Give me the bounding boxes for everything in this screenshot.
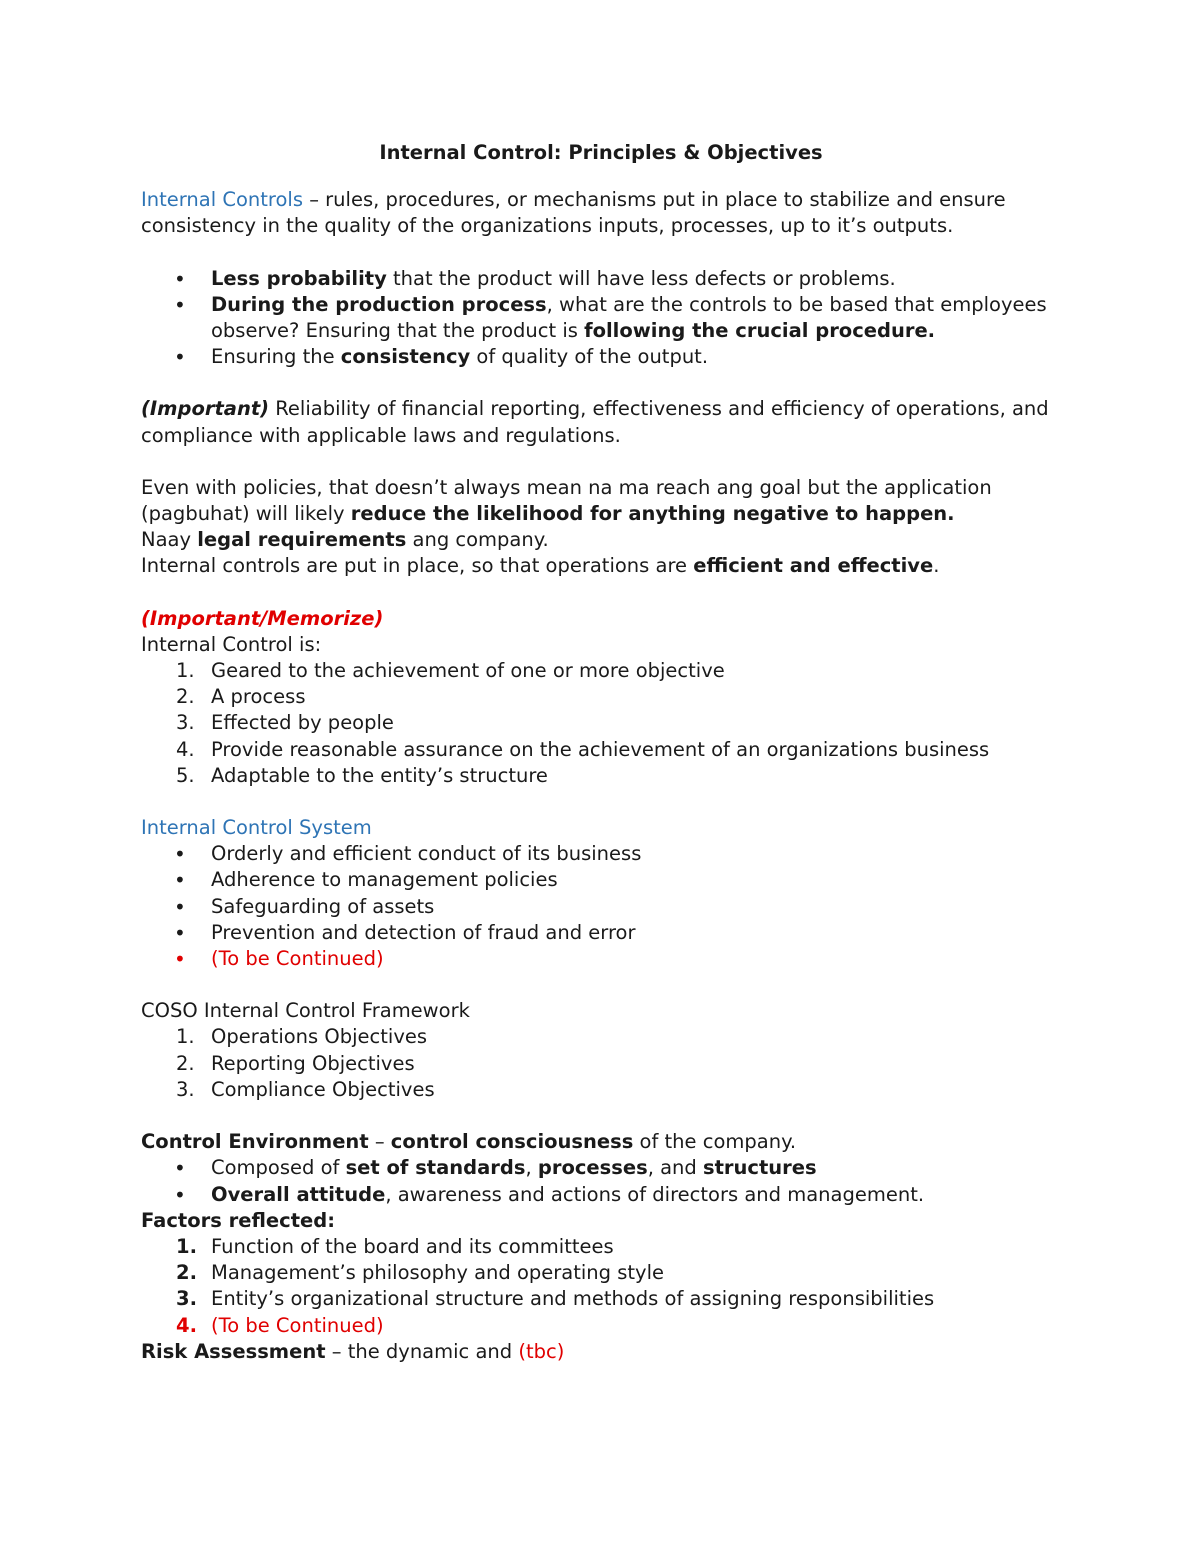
list-item: 5. Adaptable to the entity’s structure <box>176 763 548 787</box>
bullet-list-control-env <box>141 1155 1061 1207</box>
list-item: • Less probability that the product will have less defects or problems. <box>141 266 1061 292</box>
term-internal-controls: Internal Controls <box>141 188 303 212</box>
list-item: 2. A process <box>176 685 306 709</box>
risk-assessment-line: Risk Assessment – the dynamic and (tbc) <box>141 1339 565 1363</box>
important-tag: (Important) <box>141 397 270 421</box>
list-item: • Adherence to management policies <box>141 867 1061 893</box>
legal-requirements-line: Naay legal requirements ang company. <box>141 528 549 552</box>
important-paragraph: (Important) Reliability of financial reporting, effectiveness and efficiency of operations, and compliance with applicable laws and regulations. <box>141 397 1049 447</box>
numbered-list-coso <box>141 1024 1061 1103</box>
list-item: 1. Function of the board and its committees <box>176 1234 614 1258</box>
list-item: 2. Reporting Objectives <box>176 1051 415 1075</box>
list-item: • Composed of set of standards, processes, and structures <box>141 1155 1061 1181</box>
coso-heading: COSO Internal Control Framework <box>141 999 470 1023</box>
internal-control-is-heading: Internal Control is: <box>141 632 322 656</box>
intro-definition: – rules, procedures, or mechanisms put in place to stabilize and ensure consistency in the quality of the organizations inputs, processes, up to it’s outputs. <box>141 188 1006 238</box>
list-item: • Orderly and efficient conduct of its business <box>141 841 1061 867</box>
numbered-list-internal-control <box>141 658 1061 789</box>
bullet-list-controls <box>141 266 1061 371</box>
list-item: • Prevention and detection of fraud and error <box>141 920 1061 946</box>
list-item: 3. Effected by people <box>176 711 394 735</box>
control-environment-line: Control Environment – control consciousness of the company. <box>141 1130 797 1154</box>
list-item: 1. Geared to the achievement of one or more objective <box>176 659 725 683</box>
bullet-list-ics <box>141 841 1061 972</box>
numbered-list-factors <box>141 1234 1061 1339</box>
policies-paragraph: Even with policies, that doesn’t always mean na ma reach ang goal but the application (pagbuhat) will likely reduce the likelihood for anything negative to happen. <box>141 475 992 526</box>
efficient-effective-line: Internal controls are put in place, so that operations are efficient and effective. <box>141 554 940 578</box>
factors-heading: Factors reflected: <box>141 1208 336 1232</box>
list-item-continued: 4. (To be Continued) <box>176 1313 384 1337</box>
document-page <box>141 140 1061 1365</box>
list-item: • Overall attitude, awareness and actions of directors and management. <box>141 1182 1061 1208</box>
intro-paragraph <box>141 187 1061 239</box>
list-item: 2. Management’s philosophy and operating style <box>176 1261 664 1285</box>
internal-control-system-heading: Internal Control System <box>141 816 372 840</box>
list-item: • During the production process, what are the controls to be based that employees observe? Ensuring that the product is following the crucial procedure. <box>141 292 1061 344</box>
list-item: 3. Compliance Objectives <box>176 1077 435 1101</box>
list-item: 4. Provide reasonable assurance on the achievement of an organizations business <box>176 737 990 761</box>
list-item: 1. Operations Objectives <box>176 1025 428 1049</box>
list-item: • Ensuring the consistency of quality of the output. <box>141 344 1061 370</box>
list-item-continued: • (To be Continued) <box>141 946 1061 972</box>
list-item: 3. Entity’s organizational structure and methods of assigning responsibilities <box>176 1287 935 1311</box>
page-title: Internal Control: Principles & Objectives <box>379 141 823 164</box>
memorize-tag: (Important/Memorize) <box>141 606 384 630</box>
list-item: • Safeguarding of assets <box>141 894 1061 920</box>
